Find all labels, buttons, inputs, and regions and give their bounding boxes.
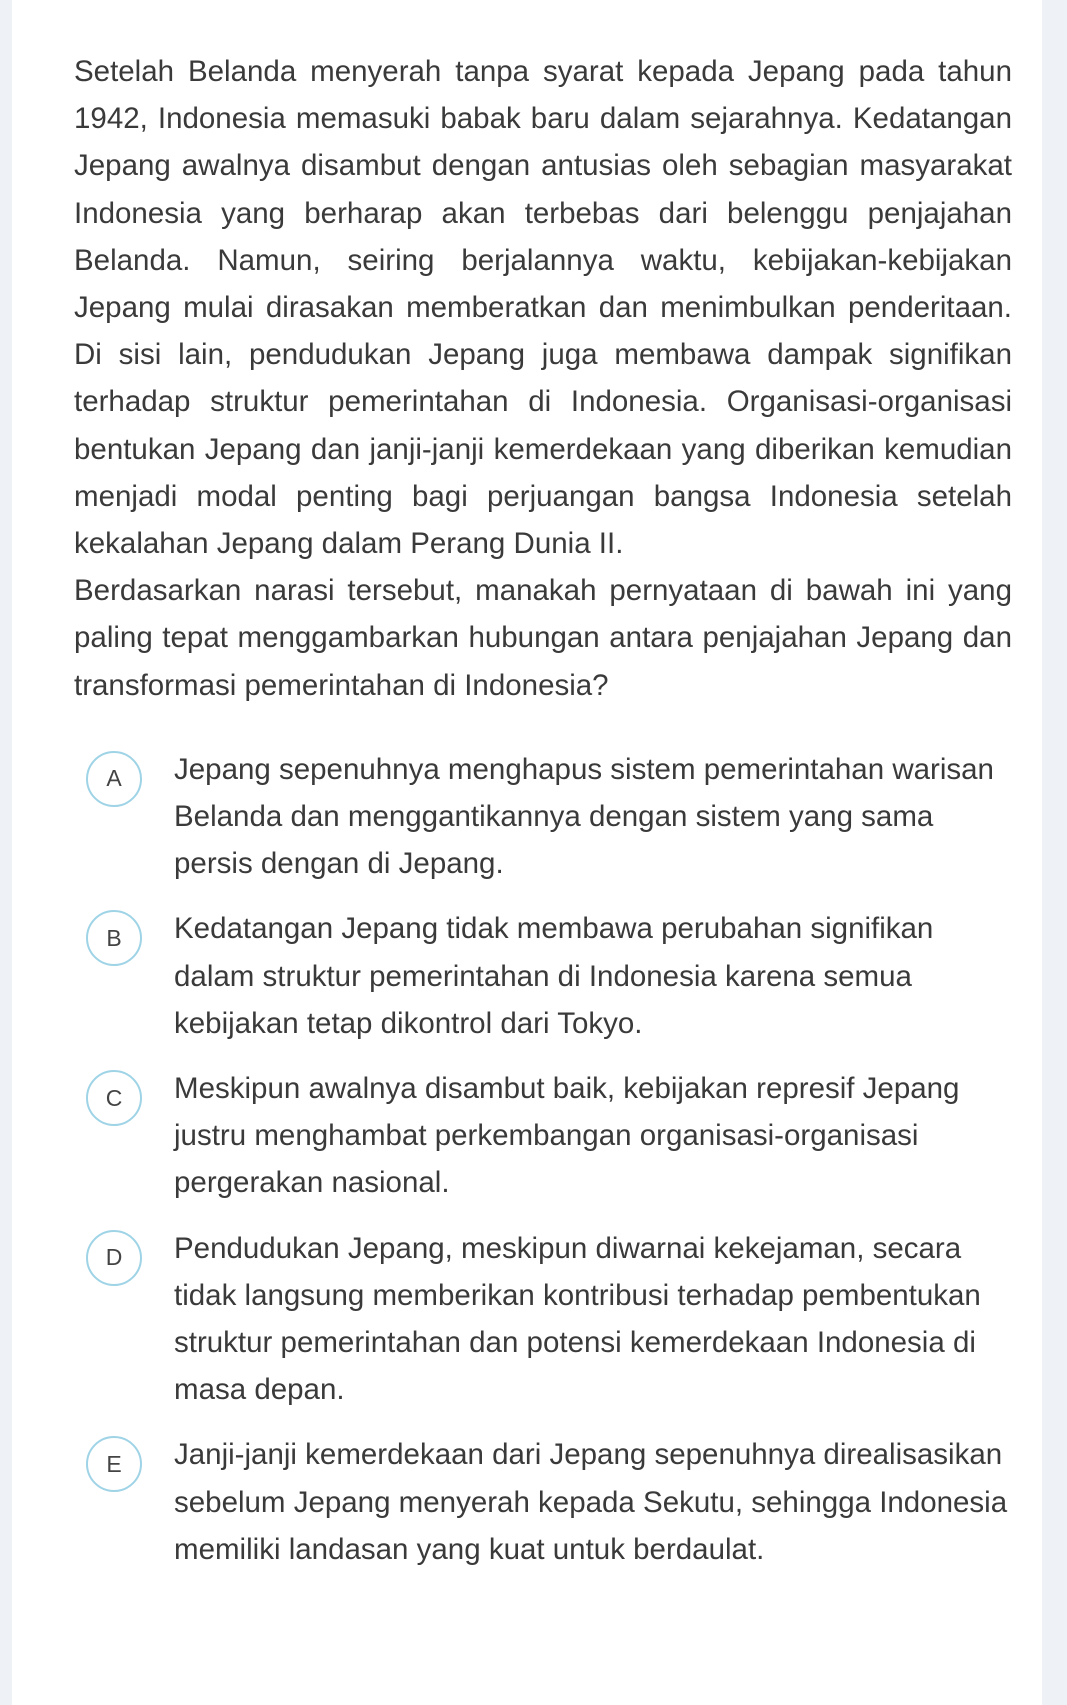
option-c-text[interactable]: Meskipun awalnya disambut baik, kebijakan represif Jepang justru menghambat perkembangan organisasi-organisasi pergerakan nasional. [174, 1072, 960, 1200]
option-b[interactable] [74, 910, 1012, 1047]
option-e-text[interactable]: Janji-janji kemerdekaan dari Jepang sepenuhnya direalisasikan sebelum Jepang menyerah kepada Sekutu, sehingga Indonesia memiliki landasan yang kuat untuk berdaulat. [174, 1438, 1008, 1566]
option-e-letter[interactable]: E [86, 1436, 142, 1492]
option-c[interactable] [74, 1070, 1012, 1207]
option-a-text[interactable]: Jepang sepenuhnya menghapus sistem pemerintahan warisan Belanda dan menggantikannya dengan sistem yang sama persis dengan di Jepang. [174, 752, 994, 881]
option-a[interactable] [74, 751, 1012, 888]
question-card [12, 0, 1042, 1705]
option-b-letter[interactable]: B [86, 910, 142, 966]
passage-text: Setelah Belanda menyerah tanpa syarat kepada Jepang pada tahun 1942, Indonesia memasuki babak baru dalam sejarahnya. Kedatangan Jepang awalnya disambut dengan antusias oleh sebagian masyarakat Indonesia yang berharap akan terbebas dari belenggu penjajahan Belanda. Namun, seiring berjalannya waktu, kebijakan-kebijakan Jepang mulai dirasakan memberatkan dan menimbulkan penderitaan. Di sisi lain, pendudukan Jepang juga membawa dampak signifikan terhadap struktur pemerintahan di Indonesia. Organisasi-organisasi bentukan Jepang dan janji-janji kemerdekaan yang diberikan kemudian menjadi modal penting bagi perjuangan bangsa Indonesia setelah kekalahan Jepang dalam Perang Dunia II. [74, 55, 1012, 561]
option-e[interactable] [74, 1436, 1012, 1573]
option-d-letter[interactable]: D [86, 1230, 142, 1286]
option-d[interactable] [74, 1230, 1012, 1414]
option-b-text[interactable]: Kedatangan Jepang tidak membawa perubahan signifikan dalam struktur pemerintahan di Indonesia karena semua kebijakan tetap dikontrol dari Tokyo. [174, 912, 934, 1040]
question-text: Berdasarkan narasi tersebut, manakah pernyataan di bawah ini yang paling tepat menggambarkan hubungan antara penjajahan Jepang dan transformasi pemerintahan di Indonesia? [74, 574, 1012, 702]
answer-options [74, 751, 1012, 1573]
option-c-letter[interactable]: C [86, 1070, 142, 1126]
option-d-text[interactable]: Pendudukan Jepang, meskipun diwarnai kekejaman, secara tidak langsung memberikan kontribusi terhadap pembentukan struktur pemerintahan dan potensi kemerdekaan Indonesia di masa depan. [174, 1231, 981, 1407]
option-a-letter[interactable]: A [86, 751, 142, 807]
